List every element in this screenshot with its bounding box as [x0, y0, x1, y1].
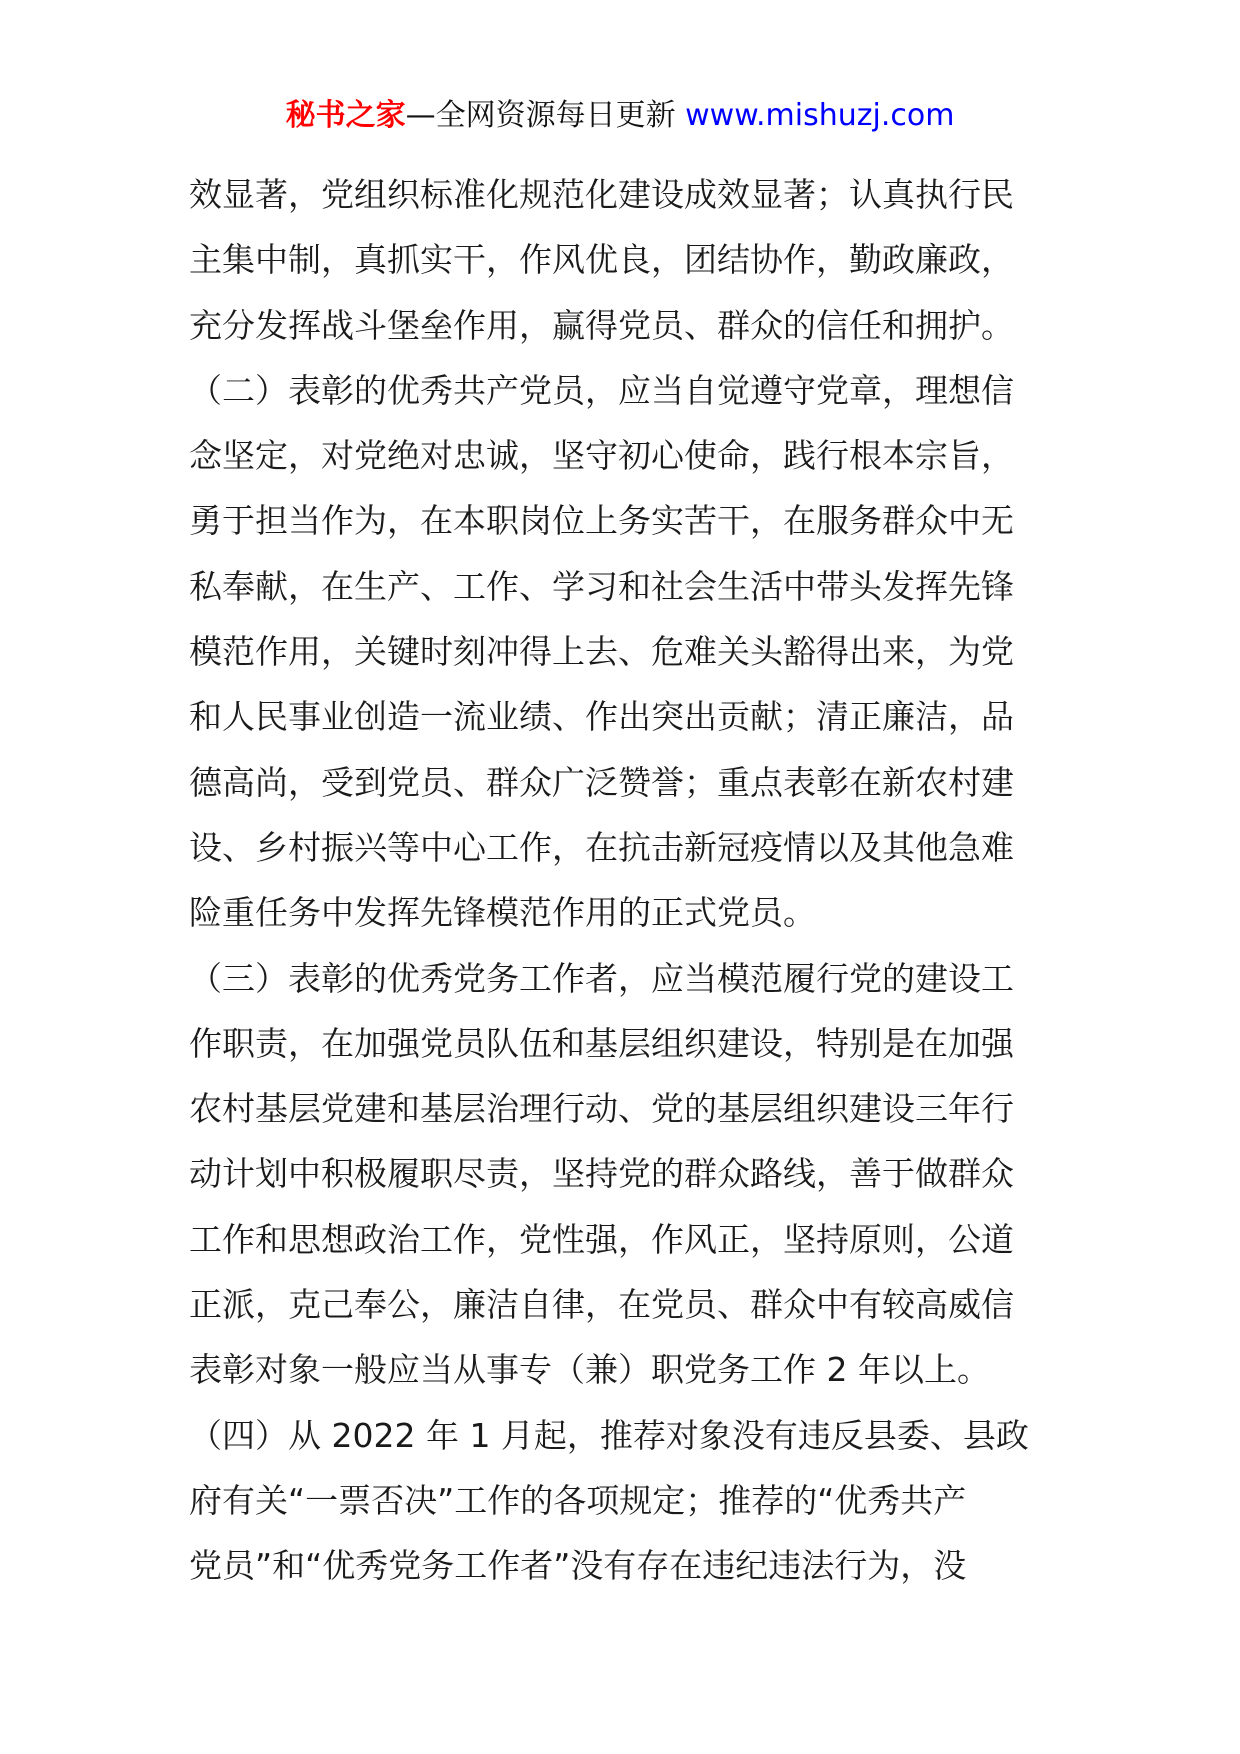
- body-line: 效显著，党组织标准化规范化建设成效显著；认真执行民: [189, 175, 1014, 214]
- body-line: 农村基层党建和基层治理行动、党的基层组织建设三年行: [189, 1089, 1014, 1129]
- body-line: 正派，克己奉公，廉洁自律，在党员、群众中有较高威信: [189, 1285, 1014, 1325]
- body-line: 念坚定，对党绝对忠诚，坚守初心使命，践行根本宗旨，: [189, 436, 1014, 476]
- document-body: [189, 162, 1069, 1599]
- body-line: 模范作用，关键时刻冲得上去、危难关头豁得出来，为党: [189, 632, 1014, 672]
- body-line: 作职责，在加强党员队伍和基层组织建设，特别是在加强: [189, 1023, 1014, 1063]
- body-line: （四）从 2022 年 1 月起，推荐对象没有违反县委、县政: [189, 1415, 1029, 1455]
- site-url-link[interactable]: www.mishuzj.com: [685, 98, 955, 133]
- body-line: 险重任务中发挥先锋模范作用的正式党员。: [189, 893, 816, 933]
- body-line: 府有关“一票否决”工作的各项规定；推荐的“优秀共产: [189, 1480, 967, 1520]
- body-line: 党员”和“优秀党务工作者”没有存在违纪违法行为，没: [189, 1546, 967, 1586]
- body-line: 设、乡村振兴等中心工作，在抗击新冠疫情以及其他急难: [189, 827, 1014, 867]
- body-line: 动计划中积极履职尽责，坚持党的群众路线，善于做群众: [189, 1154, 1014, 1194]
- site-tagline: —全网资源每日更新: [405, 98, 676, 133]
- site-brand: 秘书之家: [285, 98, 406, 133]
- body-line: 充分发挥战斗堡垒作用，赢得党员、群众的信任和拥护。: [189, 305, 1014, 345]
- body-line: 主集中制，真抓实干，作风优良，团结协作，勤政廉政，: [189, 240, 1014, 280]
- body-line: 表彰对象一般应当从事专（兼）职党务工作 2 年以上。: [189, 1350, 990, 1390]
- body-line: （二）表彰的优秀共产党员，应当自觉遵守党章，理想信: [189, 370, 1014, 410]
- body-line: 和人民事业创造一流业绩、作出突出贡献；清正廉洁，品: [189, 697, 1014, 737]
- site-header: [0, 96, 1240, 136]
- body-line: 私奉献，在生产、工作、学习和社会生活中带头发挥先锋: [189, 566, 1014, 606]
- body-line: （三）表彰的优秀党务工作者，应当模范履行党的建设工: [189, 958, 1014, 998]
- body-line: 勇于担当作为，在本职岗位上务实苦干，在服务群众中无: [189, 501, 1014, 541]
- body-line: 工作和思想政治工作，党性强，作风正，坚持原则，公道: [189, 1219, 1014, 1259]
- body-line: 德高尚，受到党员、群众广泛赞誉；重点表彰在新农村建: [189, 762, 1014, 802]
